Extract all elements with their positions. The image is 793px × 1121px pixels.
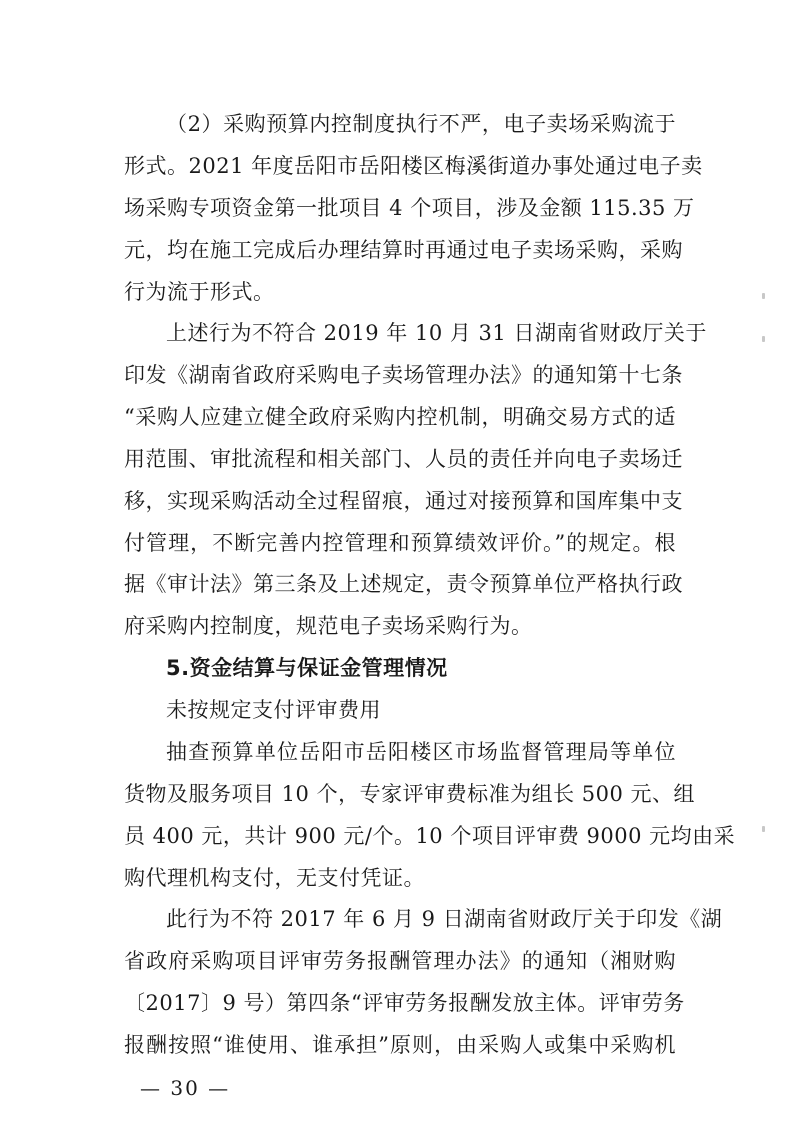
paragraph-line: 形式。2021 年度岳阳市岳阳楼区梅溪街道办事处通过电子卖 bbox=[124, 154, 703, 178]
paragraph-line: 此行为不符 2017 年 6 月 9 日湖南省财政厅关于印发《湖 bbox=[166, 907, 723, 931]
paragraph-line: 据《审计法》第三条及上述规定，责令预算单位严格执行政 bbox=[124, 572, 683, 596]
margin-mark bbox=[762, 336, 765, 342]
paragraph-line: 府采购内控制度，规范电子卖场采购行为。 bbox=[124, 614, 533, 638]
margin-mark bbox=[762, 293, 765, 299]
paragraph-line: 报酬按照“谁使用、谁承担”原则，由采购人或集中采购机 bbox=[124, 1033, 676, 1057]
paragraph-line: 场采购专项资金第一批项目 4 个项目，涉及金额 115.35 万 bbox=[124, 196, 695, 220]
page-number: — 30 — bbox=[140, 1076, 231, 1100]
paragraph-line: “采购人应建立健全政府采购内控机制，明确交易方式的适 bbox=[124, 405, 676, 429]
paragraph-line: 省政府采购项目评审劳务报酬管理办法》的通知（湘财购 bbox=[124, 949, 676, 973]
paragraph-line: 购代理机构支付，无支付凭证。 bbox=[124, 866, 425, 890]
margin-mark bbox=[762, 826, 765, 832]
paragraph-line: 行为流于形式。 bbox=[124, 280, 275, 304]
paragraph-line: 抽查预算单位岳阳市岳阳楼区市场监督管理局等单位 bbox=[166, 740, 676, 764]
paragraph-line: 印发《湖南省政府采购电子卖场管理办法》的通知第十七条 bbox=[124, 363, 683, 387]
paragraph-line: 元，均在施工完成后办理结算时再通过电子卖场采购，采购 bbox=[124, 238, 683, 262]
paragraph-line: 上述行为不符合 2019 年 10 月 31 日湖南省财政厅关于 bbox=[166, 321, 707, 345]
paragraph-line: （2）采购预算内控制度执行不严，电子卖场采购流于 bbox=[166, 112, 676, 136]
paragraph-line: 用范围、审批流程和相关部门、人员的责任并向电子卖场迁 bbox=[124, 447, 683, 471]
paragraph-line: 货物及服务项目 10 个，专家评审费标准为组长 500 元、组 bbox=[124, 782, 696, 806]
paragraph-line: 〔2017〕9 号）第四条“评审劳务报酬发放主体。评审劳务 bbox=[124, 991, 685, 1015]
section-heading: 5.资金结算与保证金管理情况 bbox=[166, 656, 448, 680]
paragraph-line: 付管理，不断完善内控管理和预算绩效评价。”的规定。根 bbox=[124, 531, 676, 555]
paragraph-line: 移，实现采购活动全过程留痕，通过对接预算和国库集中支 bbox=[124, 489, 683, 513]
subsection-title: 未按规定支付评审费用 bbox=[166, 698, 381, 722]
paragraph-line: 员 400 元，共计 900 元/个。10 个项目评审费 9000 元均由采 bbox=[124, 824, 736, 848]
